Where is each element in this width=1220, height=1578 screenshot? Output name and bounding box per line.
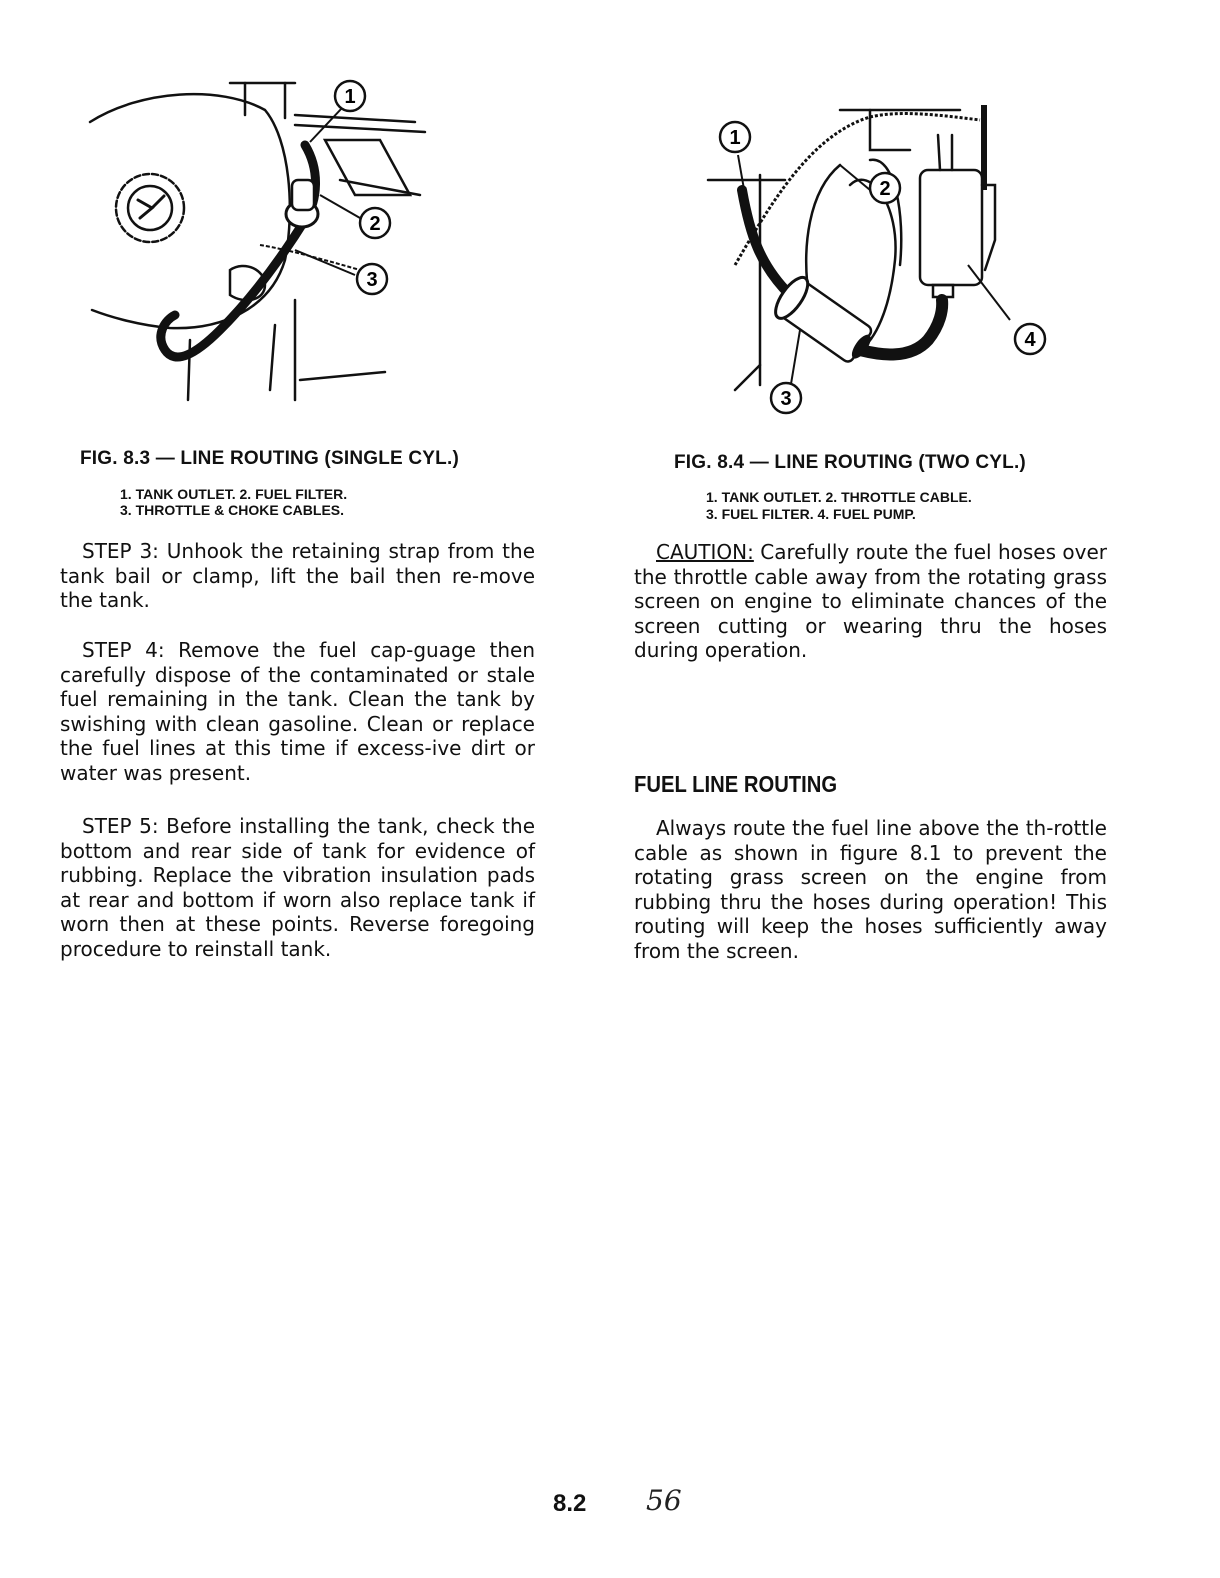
figure-8-4-illustration xyxy=(700,95,1060,425)
fig83-callout-1: 1 xyxy=(344,86,356,108)
fig84-callout-4: 4 xyxy=(1024,329,1036,351)
fig-8-4-legend-line1: 1. TANK OUTLET. 2. THROTTLE CABLE. xyxy=(706,489,972,505)
step-5-paragraph xyxy=(60,814,535,961)
fig84-callout-1: 1 xyxy=(729,127,741,149)
step-4-text: STEP 4: Remove the fuel cap-guage then carefully dispose of the contaminated or stale fuel remaining in the tank. Clean the tank by swishing with clean gasoline. Clean or replace the fuel lines at this time if excess-ive dirt or water was present. xyxy=(60,638,535,785)
caution-text: Carefully route the fuel hoses over the throttle cable away from the rotating grass screen on engine to eliminate chances of the screen cutting or wearing thru the hoses during operation. xyxy=(634,540,1107,662)
step-5-text: STEP 5: Before installing the tank, check the bottom and rear side of tank for evidence of rubbing. Replace the vibration insulation pads at rear and bottom if worn also replace tank if worn then at these points. Reverse foregoing procedure to reinstall tank. xyxy=(60,814,535,961)
fig-8-3-legend-line2: 3. THROTTLE & CHOKE CABLES. xyxy=(120,502,345,518)
fig83-callout-2: 2 xyxy=(369,213,381,235)
caution-paragraph xyxy=(634,540,1107,663)
fig84-callout-3: 3 xyxy=(780,388,792,410)
fuel-line-routing-paragraph xyxy=(634,816,1107,963)
fig-8-4-legend-line2: 3. FUEL FILTER. 4. FUEL PUMP. xyxy=(706,506,916,522)
figure-8-3-illustration xyxy=(80,70,440,410)
fig83-callout-3: 3 xyxy=(366,269,378,291)
fig-8-3-caption: FIG. 8.3 — LINE ROUTING (SINGLE CYL.) xyxy=(80,448,459,469)
step-4-paragraph xyxy=(60,638,535,785)
page-number: 8.2 xyxy=(553,1490,587,1517)
step-3-paragraph xyxy=(60,539,535,613)
fig-8-4-caption: FIG. 8.4 — LINE ROUTING (TWO CYL.) xyxy=(674,452,1026,473)
caution-label: CAUTION: xyxy=(656,540,754,564)
section-heading: FUEL LINE ROUTING xyxy=(634,771,838,797)
fuel-line-routing-text: Always route the fuel line above the th-rottle cable as shown in figure 8.1 to prevent the rotating grass screen on the engine from rubbing thru the hoses during operation! This routing will keep the hoses sufficiently away from the screen. xyxy=(634,816,1107,963)
fig-8-3-legend-line1: 1. TANK OUTLET. 2. FUEL FILTER. xyxy=(120,486,348,502)
step-3-text: STEP 3: Unhook the retaining strap from the tank bail or clamp, lift the bail then re-move the tank. xyxy=(60,539,535,612)
handwritten-page-number: 56 xyxy=(646,1484,682,1517)
fig84-callout-2: 2 xyxy=(879,178,891,200)
